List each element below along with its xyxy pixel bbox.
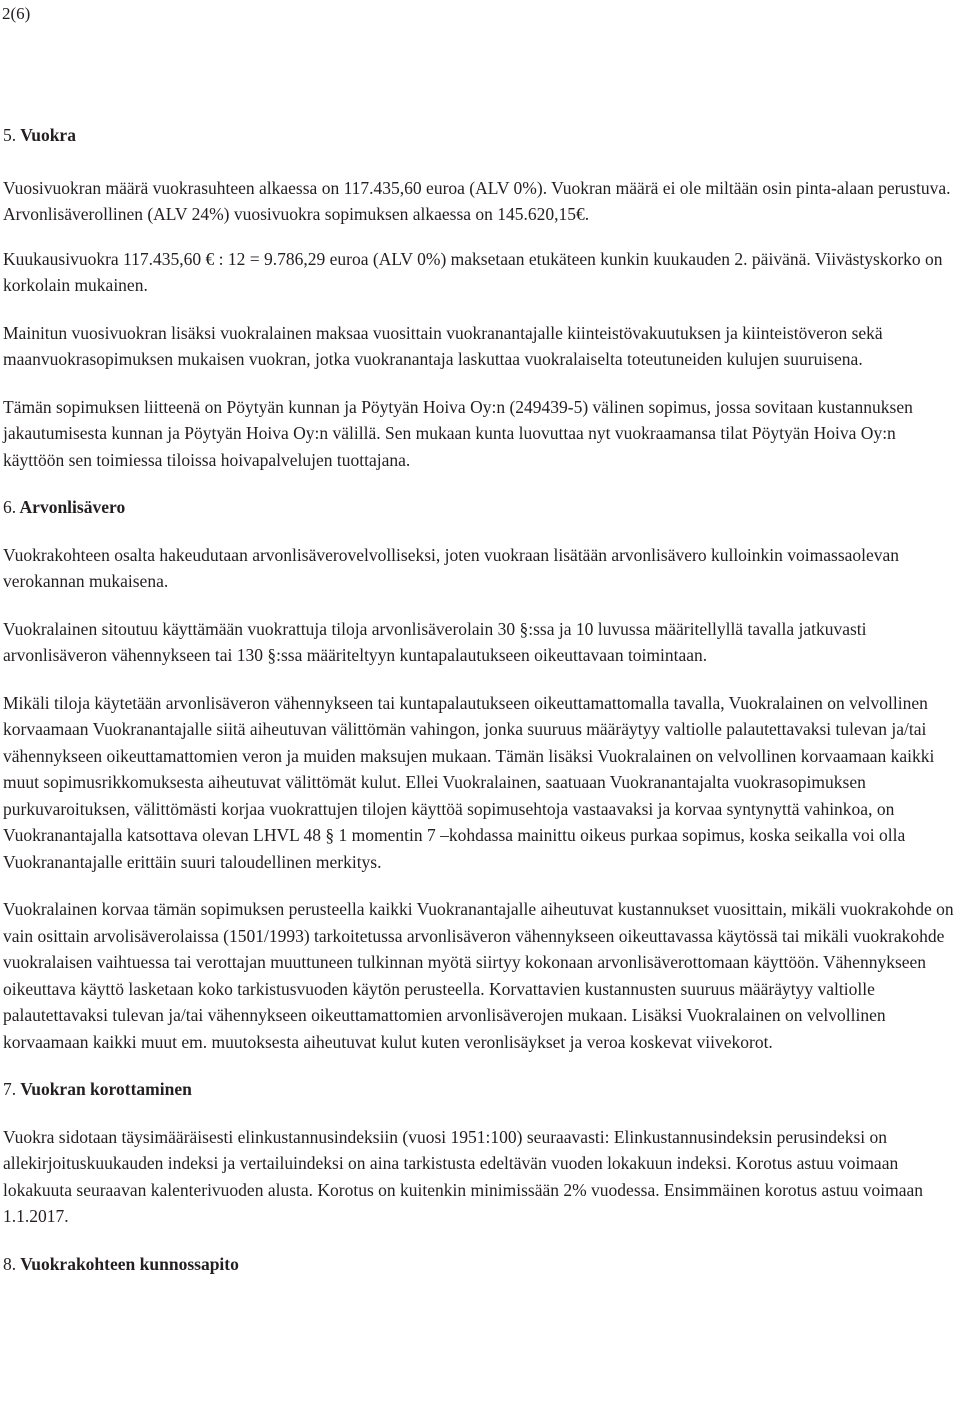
- section-number: 8.: [3, 1253, 17, 1274]
- paragraph-monthly-rent: Kuukausivuokra 117.435,60 € : 12 = 9.786,29 euroa (ALV 0%) maksetaan etukäteen kunkin kuukauden 2. päivänä. Viivästyskorko on korkolain mukainen.: [3, 248, 943, 295]
- paragraph-vat-use: Vuokralainen sitoutuu käyttämään vuokrattuja tiloja arvonlisäverolain 30 §:ssa ja 10 luvussa määritellyllä tavalla jatkuvasti arvonlisäveron vähennykseen tai 130 §:ssa määriteltyyn kuntapalautukseen oikeuttavaan toimintaan.: [3, 618, 867, 665]
- page-number: 2(6): [2, 4, 31, 23]
- paragraph-attachment: Tämän sopimuksen liitteenä on Pöytyän kunnan ja Pöytyän Hoiva Oy:n (249439-5) välinen sopimus, jossa sovitaan kustannuksen jakautumisesta kunnan ja Pöytyän Hoiva Oy:n välillä. Sen mukaan kunta luovuttaa nyt vuokraamansa tilat Pöytyän Hoiva Oy:n käyttöön sen toimiessa tiloissa hoivapalvelujen tuottajana.: [3, 396, 913, 470]
- section-7-heading: [3, 1076, 955, 1103]
- paragraph-annual-rent: Vuosivuokran määrä vuokrasuhteen alkaessa on 117.435,60 euroa (ALV 0%). Vuokran määrä ei ole miltään osin pinta-alaan perustuva. Arvonlisäverollinen (ALV 24%) vuosivuokra sopimuksen alkaessa on 145.620,15€.: [3, 177, 951, 224]
- paragraph-vat-liability: Vuokrakohteen osalta hakeudutaan arvonlisäverovelvolliseksi, joten vuokraan lisätään arvonlisävero kulloinkin voimassaolevan verokannan mukaisena.: [3, 544, 900, 591]
- section-title: Vuokra: [20, 125, 76, 145]
- section-number: 6.: [3, 497, 17, 517]
- paragraph-rent-increase: Vuokra sidotaan täysimääräisesti elinkustannusindeksiin (vuosi 1951:100) seuraavasti: Elinkustannusindeksin perusindeksi on allekirjoituskuukauden indeksi ja vertailuindeksi on aina tarkistusta edeltävän vuoden lokakuun indeksi. Korotus astuu voimaan lokakuuta seuraavan kalenterivuoden alusta. Korotus on kuitenkin minimissään 2% vuodessa. Ensimmäinen korotus astuu voimaan 1.1.2017.: [3, 1126, 924, 1226]
- paragraph-vat-costs: Vuokralainen korvaa tämän sopimuksen perusteella kaikki Vuokranantajalle aiheutuvat kustannukset vuosittain, mikäli vuokrakohde on vain osittain arvolisäverolaissa (1501/1993) tarkoitetussa arvonlisäveron vähennykseen oikeuttavassa käytössä tai mikäli vuokrakohde vuokralaisen vaihtuessa tai verottajan muuttuneen tulkinnan myötä siirtyy kokonaan arvonlisäverottomaan käyttöön. Vähennykseen oikeuttava käyttö lasketaan koko tarkistusvuoden käytön perusteella. Korvattavien kustannusten suuruus määräytyy valtiolle palautettavaksi tulevan ja/tai vähennykseen oikeuttamattomien arvonlisäverojen mukaan. Lisäksi Vuokralainen on velvollinen korvaamaan kaikki muut em. muutoksesta aiheutuvat kulut kuten veronlisäykset ja veroa koskevat viivekorot.: [3, 899, 954, 1052]
- paragraph-vat-damages: Mikäli tiloja käytetään arvonlisäveron vähennykseen tai kuntapalautukseen oikeuttamattomalla tavalla, Vuokralainen on velvollinen korvaamaan Vuokranantajalle siitä aiheutuvan välittömän vahingon, jonka suuruus määräytyy valtiolle palautettavaksi tulevan ja/tai vähennykseen oikeuttamattomien veron ja muiden maksujen mukaan. Tämän lisäksi Vuokralainen on velvollinen korvaamaan kaikki muut sopimusrikkomuksesta aiheutuvat välittömät kulut. Ellei Vuokralainen, saatuaan Vuokranantajalta vuokrasopimuksen purkuvaroituksen, välittömästi korjaa vuokrattujen tilojen käyttöä sopimusehtoja vastaavaksi ja korvaa syntynyttä vahinkoa, on Vuokranantajalla katsottava olevan LHVL 48 § 1 momentin 7 –kohdassa mainittu oikeus purkaa sopimus, koska seikalla voi olla Vuokranantajalle erittäin suuri taloudellinen merkitys.: [3, 692, 935, 872]
- paragraph-additional-costs: Mainitun vuosivuokran lisäksi vuokralainen maksaa vuosittain vuokranantajalle kiinteistövakuutuksen ja kiinteistöveron sekä maanvuokrasopimuksen mukaisen vuokran, jotka vuokranantaja laskuttaa vuokralaiselta toteutuneiden kulujen suuruisena.: [3, 322, 883, 369]
- section-number: 7.: [3, 1079, 17, 1099]
- section-title: Arvonlisävero: [19, 497, 126, 517]
- section-title: Vuokran korottaminen: [20, 1079, 192, 1099]
- section-title: Vuokrakohteen kunnossapito: [20, 1253, 239, 1274]
- section-6-heading: [3, 494, 955, 521]
- document-body: [3, 122, 955, 1277]
- section-number: 5.: [3, 125, 17, 145]
- section-8-heading: [3, 1251, 955, 1278]
- section-5-heading: [3, 122, 955, 149]
